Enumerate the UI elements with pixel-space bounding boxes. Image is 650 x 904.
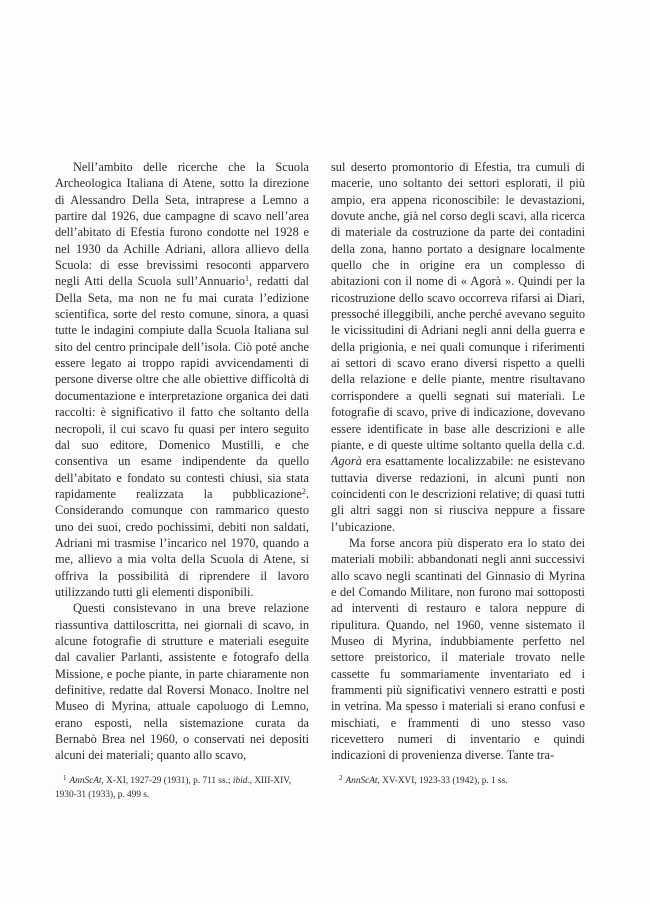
text-run: , XV-XVI, 1923-33 (1942), p. 1 ss. (377, 776, 508, 786)
footnote-ref-1: 1 (244, 274, 249, 284)
italic-term: Agorà (331, 454, 362, 469)
left-column (55, 159, 309, 764)
text-run: era esattamente localizzabile: ne esistevano tuttavia diverse redazioni, in alcuni punti non coincidenti con le descrizioni relative; di quasi tutti gli altri saggi non si riusciva neppure a fissare l’ubicazione. (331, 454, 585, 534)
right-paragraph-1 (331, 159, 585, 535)
text-run: , X-XI, 1927-29 (1931), p. 711 ss.; (101, 776, 231, 786)
text-run: sul deserto promontorio di Efestia, tra cumuli di macerie, uno soltanto dei settori esplorati, il più ampio, era appena riconoscibile: le devastazioni, dovute anche, già nel corso degli scavi, alla ricerca di materiale da costruzione da parte dei contadini della zona, hanno portato a designare localmente quello che in origine era un complesso di abitazioni con il nome di « Agorà ». Quindi per la ricostruzione dello scavo occorreva rifarsi ai Diari, pressoché illeggibili, anche perché avevano seguito le vicissitudini di Adriani negli anni della guerra e della prigionia, e nei quali comunque i riferimenti ai settori di scavo erano diversi rispetto a quelli della relazione e delle piante, mentre risultavano corrispondere a quelli segnati sui materiali. Le fotografie di scavo, prive di indicazione, dovevano essere identificate in base alle descrizioni e alle piante, e di queste ultime soltanto quella della c.d. (331, 160, 585, 452)
left-paragraph-2: Questi consistevano in una breve relazione riassuntiva dattiloscritta, nei giornali di scavo, in alcune fotografie di strutture e materiali eseguite dal cavalier Parlanti, assistente e fotografo della Missione, e poche piante, in parte chiaramente non definitive, redatte dal Roversi Monaco. Inoltre nel Museo di Myrina, attuale capoluogo di Lemno, erano esposti, nella sistemazione curata da Bernabò Brea nel 1960, o conservati nei depositi alcuni dei materiali; quanto allo scavo, (55, 601, 309, 763)
journal-abbrev: AnnScAt (345, 776, 378, 786)
left-paragraph-1 (55, 159, 309, 600)
right-paragraph-2: Ma forse ancora più disperato era lo stato dei materiali mobili: abbandonati negli anni successivi allo scavo negli scantinati del Ginnasio di Myrina e del Comando Militare, non furono mai sottoposti ad interventi di restauro e talora neppure di ripulitura. Quando, nel 1960, venne sistemato il Museo di Myrina, indubbiamente perfetto nel settore preistorico, il materiale trovato nelle cassette fu sommariamente inventariato ed i frammenti più significativi vennero estratti e posti in vetrina. Ma spesso i materiali si erano confusi e mischiati, e frammenti di uno stesso vaso ricevettero numeri di inventario e quindi indicazioni di provenienza diverse. Tante tra- (331, 535, 585, 763)
right-column (331, 159, 585, 764)
footnote-ref-2: 2 (301, 486, 306, 496)
journal-abbrev: AnnScAt (69, 776, 102, 786)
footnote-2 (331, 771, 585, 788)
footnote-number: 1 (63, 774, 67, 782)
footnote-number: 2 (339, 774, 343, 782)
footnote-1 (55, 771, 309, 802)
ibid-abbrev: ibid. (232, 776, 250, 786)
text-run: . Considerando comunque con rammarico questo uno dei suoi, credo pochissimi, debiti non saldati, Adriani mi trasmise l’incarico nel 1970, quando a me, allievo a mia volta della Scuola di Atene, si offriva la possibilità di riprendere il lavoro utilizzando tutti gli elementi disponibili. (55, 486, 309, 599)
text-run: Nell’ambito delle ricerche che la Scuola Archeologica Italiana di Atene, sotto la direzione di Alessandro Della Seta, intraprese a Lemno a partire dal 1926, due campagne di scavo nell’area dell’abitato di Efestia furono condotte nel 1928 e nel 1930 da Achille Adriani, allora allievo della Scuola: di esse brevissimi resoconti apparvero negli Atti della Scuola sull’Annuario (55, 160, 309, 289)
text-run: , redatti dal Della Seta, ma non ne fu mai curata l’edizione scientifica, sorte del resto comune, sinora, a quasi tutte le indagini compiute dalla Scuola Italiana sul sito del centro principale dell’isola. Ciò poté anche essere legato ai troppo rapidi avvicendamenti di persone diverse oltre che alle obiettive difficoltà di documentazione e interpretazione organica dei dati raccolti: è significativo il fatto che soltanto della necropoli, il cui scavo fu quasi per intero seguito dal suo editore, Domenico Mustilli, e che consentiva un esame indipendente da quello dell’abitato e fondato su contesti chiusi, sia stata rapidamente realizzata la pubblicazione (55, 274, 309, 501)
text-run: , XIII-XIV, 1930-31 (1933), p. 499 s. (55, 776, 292, 800)
